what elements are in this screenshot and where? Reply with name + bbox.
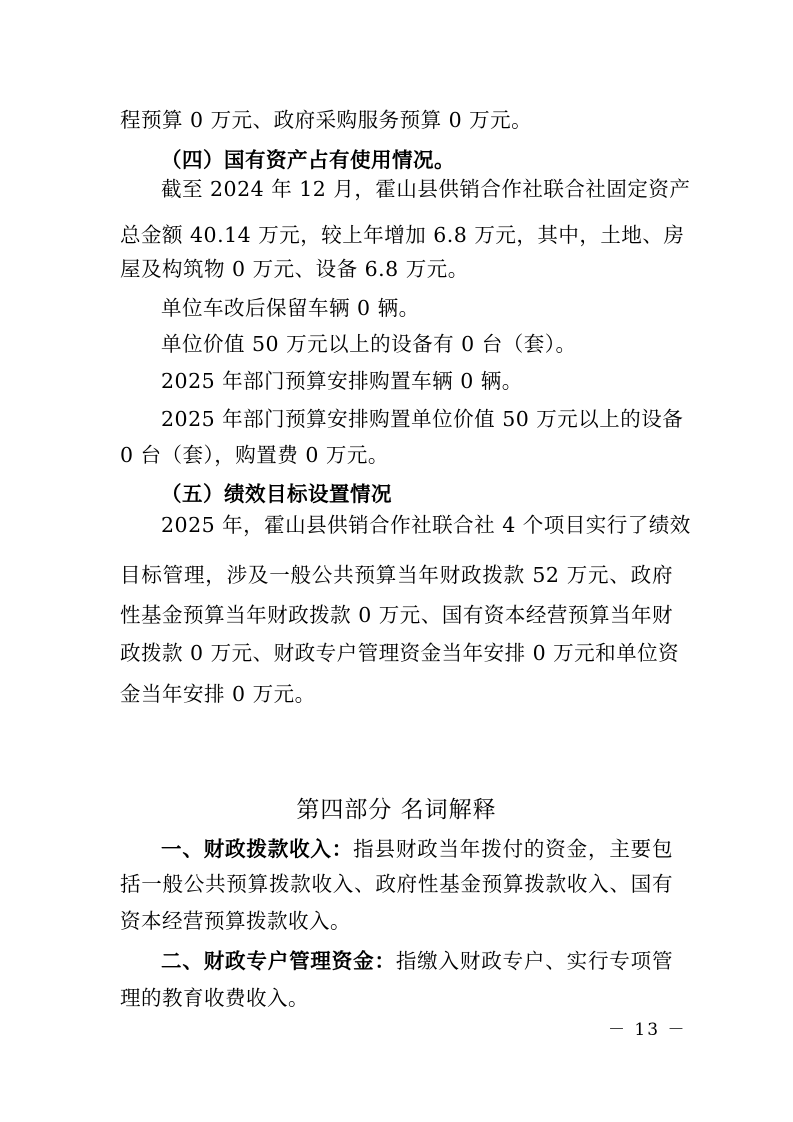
page-number: － 13 － bbox=[608, 1020, 687, 1040]
definition-line: 资本经营预算拨款收入。 bbox=[120, 909, 351, 933]
text-line: 2025 年，霍山县供销合作社联合社 4 个项目实行了绩效 bbox=[161, 513, 691, 537]
definition-term: 一、财政拨款收入： bbox=[161, 837, 354, 861]
definition-line: 括一般公共预算拨款收入、政府性基金预算拨款收入、国有 bbox=[120, 872, 673, 896]
text-line: 程预算 0 万元、政府采购服务预算 0 万元。 bbox=[120, 108, 533, 132]
text-line: 屋及构筑物 0 万元、设备 6.8 万元。 bbox=[120, 257, 469, 281]
definition-line bbox=[161, 948, 673, 974]
text-line: 性基金预算当年财政拨款 0 万元、国有资本经营预算当年财 bbox=[120, 603, 673, 627]
definition-text: 指缴入财政专户、实行专项管 bbox=[395, 949, 674, 973]
text-line: 目标管理，涉及一般公共预算当年财政拨款 52 万元、政府 bbox=[120, 563, 673, 587]
definition-term: 二、财政专户管理资金： bbox=[161, 949, 396, 973]
part-title: 第四部分 名词解释 bbox=[296, 797, 497, 823]
section-heading-5: （五）绩效目标设置情况 bbox=[161, 482, 392, 506]
definition-line: 理的教育收费收入。 bbox=[120, 986, 309, 1010]
section-heading-4: （四）国有资产占有使用情况。 bbox=[161, 148, 455, 172]
text-line: 2025 年部门预算安排购置车辆 0 辆。 bbox=[161, 369, 523, 393]
text-line: 总金额 40.14 万元，较上年增加 6.8 万元，其中，土地、房 bbox=[120, 223, 685, 247]
text-line: 0 台（套），购置费 0 万元。 bbox=[120, 443, 389, 467]
text-line: 政拨款 0 万元、财政专户管理资金当年安排 0 万元和单位资 bbox=[120, 641, 680, 665]
text-line: 截至 2024 年 12 月，霍山县供销合作社联合社固定资产 bbox=[161, 177, 691, 201]
text-line: 2025 年部门预算安排购置单位价值 50 万元以上的设备 bbox=[161, 407, 684, 431]
definition-line bbox=[161, 836, 673, 862]
text-line: 金当年安排 0 万元。 bbox=[120, 682, 316, 706]
text-line: 单位价值 50 万元以上的设备有 0 台（套）。 bbox=[161, 332, 577, 356]
text-line: 单位车改后保留车辆 0 辆。 bbox=[161, 296, 420, 320]
definition-text: 指县财政当年拨付的资金，主要包 bbox=[353, 837, 674, 861]
